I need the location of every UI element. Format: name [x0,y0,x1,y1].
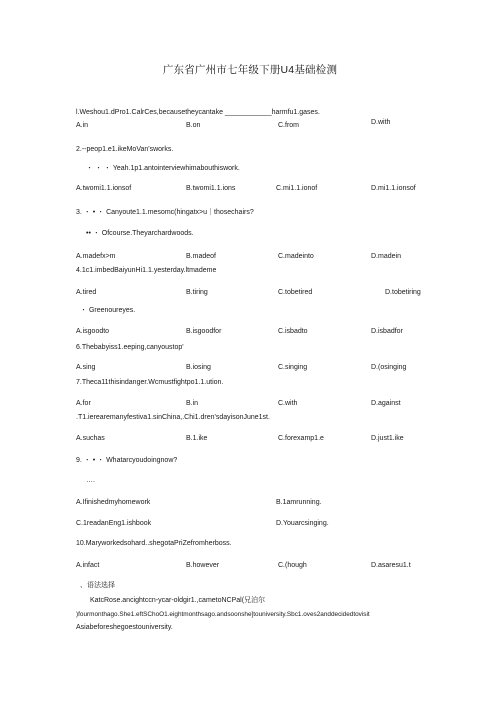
question-5-option-d: D.isbadfor [371,328,403,335]
question-2-option-c: C.mi1.1.ionof [276,185,318,192]
question-8-option-b: B.1.ike [186,435,208,442]
question-7-option-b: B.in [186,400,199,407]
question-9-sub: …. [86,477,95,484]
question-9-option-a: A.Ifinishedmyhomework [76,499,151,506]
question-4-stem: 4.1c1.imbedBaiyunHi1.1.yesterday.ltmademe [76,267,217,274]
question-8-option-d: D.just1.ike [371,435,404,442]
question-3-stem: 3. ・ • ・ Canyoute1.1.mesomc(hingatx>u｜thosechairs? [76,209,254,216]
question-4-option-c: C.tobetired [278,289,313,296]
question-7-option-c: C.with [278,400,298,407]
question-3-option-d: D.madein [371,253,401,260]
question-4-option-d: D.tobetiring [385,289,421,296]
question-2-stem: 2.--peop1.e1.ikeMoVan'sworks. [76,146,174,153]
question-7-option-d: D.against [371,400,401,407]
question-1-option-b: B.on [186,122,201,129]
question-9-option-d: D.Youarcsinging. [276,520,329,527]
question-6-option-a: A.sing [76,364,96,371]
question-6-stem: 6.Thebabyiss1.eeping,canyoustop' [76,344,184,351]
question-4-option-b: B.tiring [186,289,208,296]
question-10-option-b: B.however [186,562,220,569]
page-title: 广东省广州市七年级下册U4基础检测 [162,64,338,76]
question-1-option-d: D.with [371,119,391,126]
question-5-option-a: A.isgoodto [76,328,110,335]
question-3-sub: •• ・ Ofcourse.Theyarchardwoods. [86,230,194,237]
question-2-option-b: B.twomi1.1.ions [186,185,236,192]
passage-line-3: Asiabeforeshegoestouniversity. [76,624,173,631]
question-10-option-d: D.asaresu1.t [371,562,411,569]
question-5-stem: ・ Greenoureyes. [80,307,136,314]
question-6-option-c: C.singing [278,364,308,371]
question-2-sub: ・ ・ ・ Yeah.1p1.antointerviewhimabouthiswork. [86,165,240,172]
question-1-stem: l.Weshou1.dPro1.CalrCes,becausetheycantake ____________harmfu1.gases. [76,109,320,116]
question-6-option-d: D.(osinging [371,364,407,371]
question-3-option-c: C.madeinto [278,253,314,260]
question-4-option-a: A.tired [76,289,97,296]
question-6-option-b: B.iosing [186,364,211,371]
question-8-stem: .T1.ierearemanyfestiva1.sinChina,.Chi1.dren'sdayisonJune1st. [76,414,270,421]
question-1-option-a: A.in [76,122,89,129]
question-8-option-a: A.suchas [76,435,105,442]
question-10-stem: 10.Maryworkedsohard..shegotaPriZefromherboss. [76,540,232,547]
question-2-option-a: A.twomi1.1.ionsof [76,185,132,192]
question-7-option-a: A.for [76,400,91,407]
question-3-option-a: A.madefx>m [76,253,116,260]
question-9-option-c: C.1readanEng1.ishbook [76,520,152,527]
question-9-option-b: B.1amrunning. [276,499,322,506]
question-7-stem: 7.Theca11thisindanger.Wcmustfightpo1.1.ution. [76,379,224,386]
question-8-option-c: C.forexamp1.e [278,435,324,442]
question-1-option-c: C.from [278,122,299,129]
passage-line-2: )fourmonthago.She1.eftSChoO1.eightmonthsago.andsoonshe]touniversity.Sbc1.oves2anddecidedtovisit [76,611,370,618]
question-2-option-d: D.mi1.1.ionsof [371,185,416,192]
question-5-option-c: C.isbadto [278,328,308,335]
question-10-option-a: A.infact [76,562,100,569]
question-10-option-c: C.(hough [278,562,307,569]
question-3-option-b: B.madeof [186,253,216,260]
passage-line-1: KatcRose.ancightccn-ycar-oldgir1.,cametoNCPal(兄泊尔 [90,597,266,604]
section-heading: 、语法选择 [80,582,115,589]
question-5-option-b: B.isgoodfor [186,328,222,335]
question-9-stem: 9. ・ • ・ Whatarcyoudoingnow? [76,457,178,464]
